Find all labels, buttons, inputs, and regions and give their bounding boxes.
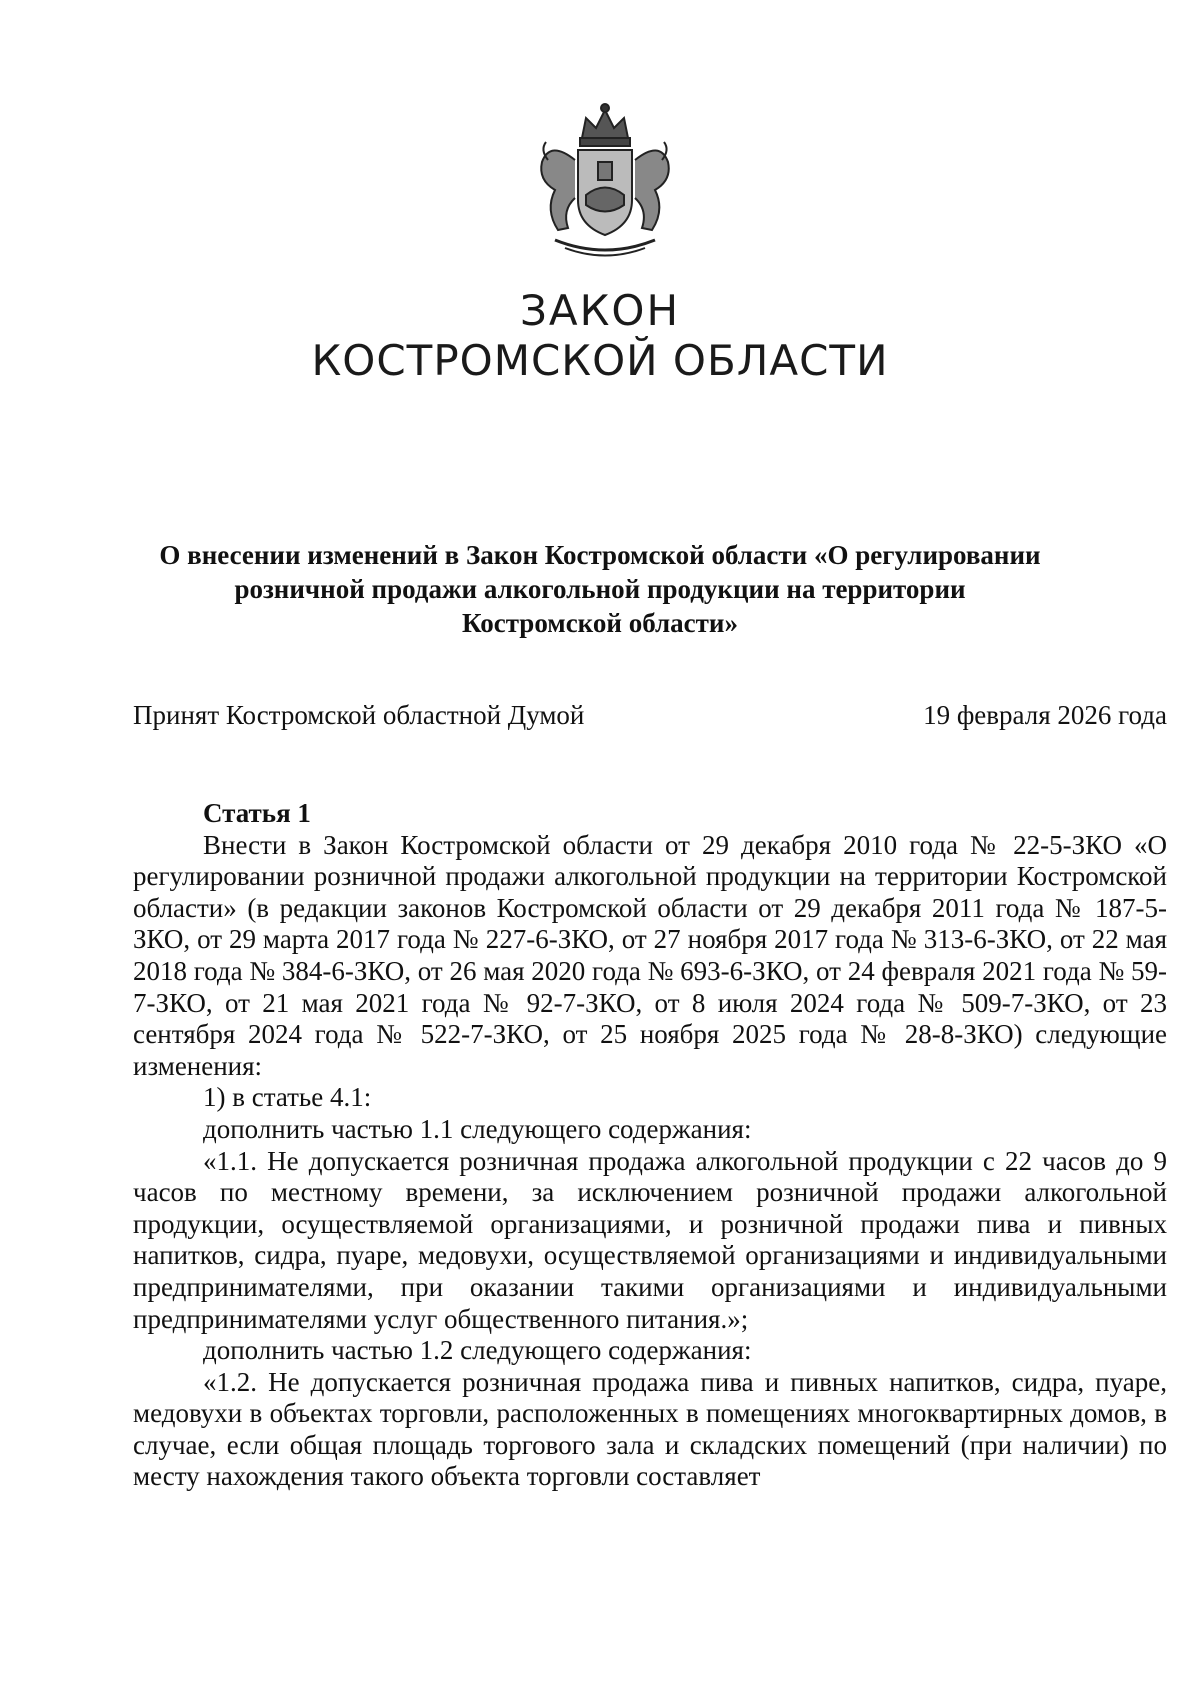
part-1-1-paragraph: «1.1. Не допускается розничная продажа алкогольной продукции с 22 часов до 9 часов по местному времени, за исключением розничной продажи алкогольной продукции, осуществляемой организациями, и розничной продажи пива и пивных напитков, сидра, пуаре, медовухи, осуществляемой организациями и индивидуальными предпринимателями, при оказании такими организациями и индивидуальными предпринимателями услуг общественного питания.»; <box>133 1145 1167 1334</box>
article-intro-paragraph: Внести в Закон Костромской области от 29 декабря 2010 года № 22-5-ЗКО «О регулировании розничной продажи алкогольной продукции на территории Костромской области» (в редакции законов Костромской области от 29 декабря 2011 года № 187-5-ЗКО, от 29 марта 2017 года № 227-6-ЗКО, от 27 ноября 2017 года № 313-6-ЗКО, от 22 мая 2018 года № 384-6-ЗКО, от 26 мая 2020 года № 693-6-ЗКО, от 24 февраля 2021 года № 59-7-ЗКО, от 21 мая 2021 года № 92-7-ЗКО, от 8 июля 2024 года № 509-7-ЗКО, от 23 сентября 2024 года № 522-7-ЗКО, от 25 ноября 2025 года № 28-8-ЗКО) следующие изменения: <box>133 829 1167 1081</box>
law-title-line2: КОСТРОМСКОЙ ОБЛАСТИ <box>311 336 889 385</box>
adoption-date: 19 февраля 2026 года <box>923 700 1167 730</box>
article-1 <box>133 798 1167 1493</box>
subject-line3: Костромской области» <box>462 608 738 638</box>
adopted-by: Принят Костромской областной Думой <box>133 700 585 730</box>
part-1-2-paragraph: «1.2. Не допускается розничная продажа пива и пивных напитков, сидра, пуаре, медовухи в объектах торговли, расположенных в помещениях многоквартирных домов, в случае, если общая площадь торгового зала и складских помещений (при наличии) по месту нахождения такого объекта торговли составляет <box>133 1366 1167 1492</box>
subject-line2: розничной продажи алкогольной продукции на территории <box>234 574 966 604</box>
item-1: 1) в статье 4.1: <box>203 1082 372 1113</box>
add-part-1-1-paragraph: дополнить частью 1.1 следующего содержания: <box>203 1113 752 1144</box>
coat-of-arms-emblem <box>520 100 690 265</box>
law-subject-heading <box>150 538 1050 640</box>
article-heading: Статья 1 <box>203 798 311 828</box>
law-title-line1: ЗАКОН <box>519 286 681 335</box>
subject-line1: О внесении изменений в Закон Костромской области «О регулировании <box>159 540 1041 570</box>
add-part-1-2-paragraph: дополнить частью 1.2 следующего содержания: <box>203 1335 752 1366</box>
